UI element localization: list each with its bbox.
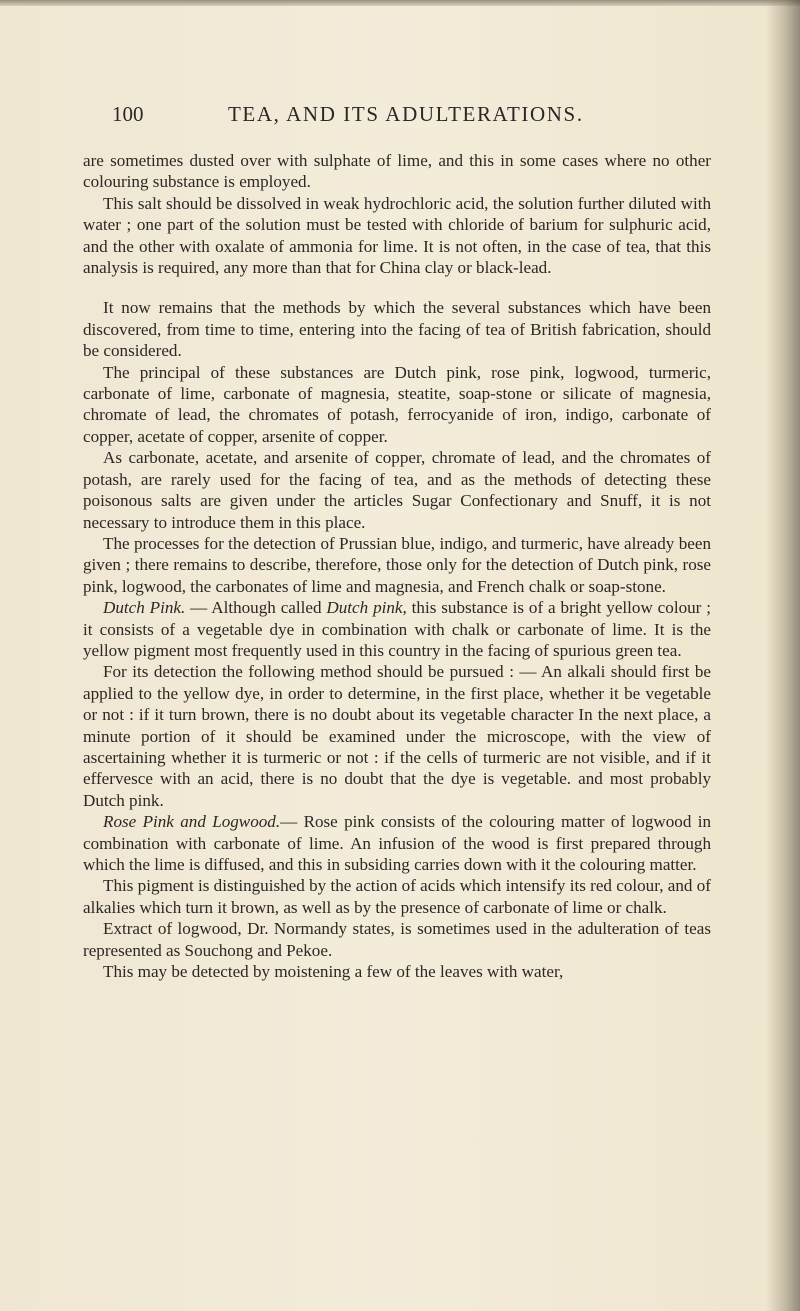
running-title: TEA, AND ITS ADULTERATIONS. — [228, 102, 584, 126]
dutch-pink-heading: Dutch Pink. — [103, 598, 186, 618]
dutch-pink-emphasis: Dutch pink — [326, 598, 403, 618]
page-number: 100 — [112, 102, 144, 126]
page-gutter-shadow — [766, 0, 800, 1311]
paragraph-dutch-pink — [83, 597, 711, 661]
dutch-pink-lead: — Although called — [185, 598, 327, 618]
dutch-pink-body: , this substance is of a bright yellow colour ; it consists of a vegetable dye in combination with chalk or carbonate of lime. It is the yellow pigment most frequently used in this country in the facing of spurious green tea. — [83, 598, 712, 660]
paragraph-4: The principal of these substances are Dutch pink, rose pink, logwood, turmeric, carbonate of lime, carbonate of magnesia, steatite, soap-stone or silicate of magnesia, chromate of lead, the chromates of potash, ferrocyanide of iron, indigo, carbonate of copper, acetate of copper, arsenite of copper. — [83, 362, 711, 446]
page-body — [83, 150, 711, 982]
rose-pink-heading: Rose Pink and Logwood. — [103, 812, 281, 832]
paragraph-6: The processes for the detection of Prussian blue, indigo, and turmeric, have already been given ; there remains to describe, therefore, those only for the detection of Dutch pink, rose pink, logwood, the carbonates of lime and magnesia, and French chalk or soap-stone. — [83, 533, 711, 596]
paragraph-12: This may be detected by moistening a few of the leaves with water, — [103, 962, 564, 982]
rose-pink-body: — Rose pink consists of the colouring matter of logwood in combination with carbonate of lime. An infusion of the wood is first prepared through which the lime is diffused, and this in subsiding carries down with it the colouring matter. — [83, 812, 712, 874]
page-header — [0, 102, 760, 132]
paragraph-2: This salt should be dissolved in weak hydrochloric acid, the solution further diluted with water ; one part of the solution must be tested with chloride of barium for sulphuric acid, and the other with oxalate of ammonia for lime. It is not often, in the case of tea, that this analysis is required, any more than that for China clay or black-lead. — [83, 193, 711, 278]
paragraph-1: are sometimes dusted over with sulphate of lime, and this in some cases where no other colouring substance is employed. — [83, 151, 711, 192]
paragraph-rose-pink — [83, 811, 711, 875]
paragraph-5: As carbonate, acetate, and arsenite of copper, chromate of lead, and the chromates of potash, are rarely used for the facing of tea, and as the methods of detecting these poisonous salts are given under the articles Sugar Confectionary and Snuff, it is not necessary to introduce them in this place. — [83, 448, 711, 532]
paragraph-8: For its detection the following method should be pursued : — An alkali should first be applied to the yellow dye, in order to determine, in the first place, whether it be vegetable or not : if it turn brown, there is no doubt about its vegetable character In the next place, a minute portion of it should be examined under the microscope, with the view of ascertaining whether it is turmeric or not : if the cells of turmeric are not visible, and if it effervesce with an acid, there is no doubt that the dye is vegetable. and most probably Dutch pink. — [83, 662, 711, 810]
paragraph-11: Extract of logwood, Dr. Normandy states, is sometimes used in the adulteration of teas represented as Souchong and Pekoe. — [83, 919, 711, 960]
page-top-edge — [0, 0, 800, 6]
paragraph-10: This pigment is distinguished by the action of acids which intensify its red colour, and of alkalies which turn it brown, as well as by the presence of carbonate of lime or chalk. — [83, 876, 711, 917]
paragraph-3: It now remains that the methods by which the several substances which have been discovered, from time to time, entering into the facing of tea of British fabrication, should be considered. — [83, 298, 711, 361]
